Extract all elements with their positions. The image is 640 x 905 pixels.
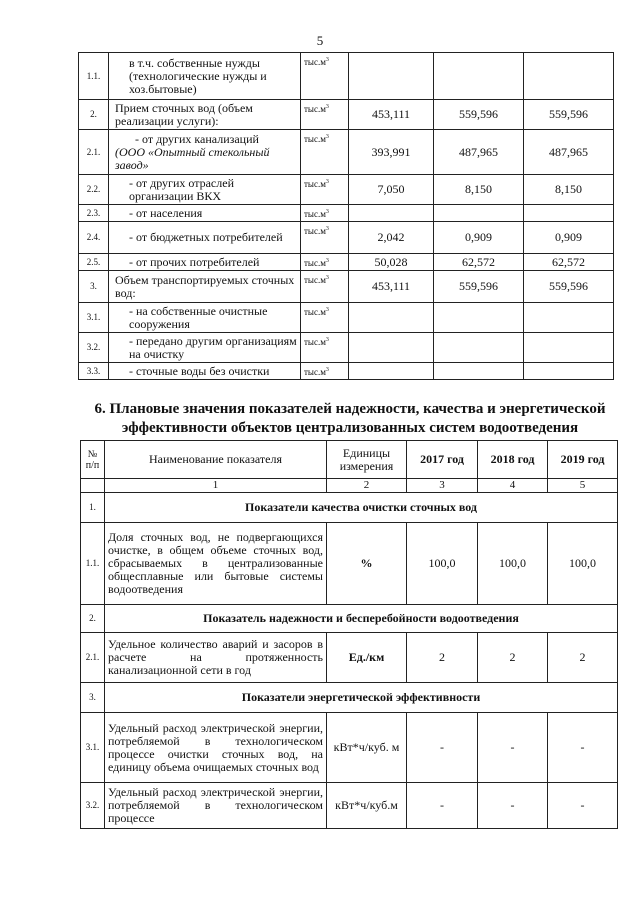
- table-row: [79, 175, 614, 205]
- row-number: 1.1.: [81, 523, 105, 605]
- table-row: [79, 363, 614, 380]
- unit-exponent: 3: [325, 209, 329, 215]
- row-name-extra: (ООО «Опытный стекольный завод»: [115, 144, 270, 172]
- table-row: [79, 205, 614, 222]
- unit-exponent: 3: [325, 104, 329, 110]
- value-2018: 100,0: [478, 523, 548, 605]
- unit-text: тыс.м: [304, 307, 326, 317]
- value-2017: 2,042: [349, 222, 434, 254]
- table-row: [79, 130, 614, 175]
- value-2018: [434, 303, 524, 333]
- table-row: [79, 333, 614, 363]
- unit-exponent: 3: [325, 179, 329, 185]
- section-heading: Показатель надежности и бесперебойности водоотведения: [105, 605, 618, 633]
- row-number: 3.2.: [79, 333, 109, 363]
- unit-exponent: 3: [325, 307, 329, 313]
- row-number: 2.4.: [79, 222, 109, 254]
- table-row: [79, 271, 614, 303]
- table-row: [79, 254, 614, 271]
- unit-text: тыс.м: [304, 226, 326, 236]
- unit-exponent: 3: [325, 275, 329, 281]
- row-number: 2.3.: [79, 205, 109, 222]
- unit-exponent: 3: [325, 258, 329, 264]
- row-name: Удельный расход электрической энергии, потребляемой в технологическом процессе: [105, 783, 327, 829]
- header-2017: 2017 год: [407, 441, 478, 479]
- row-name: Доля сточных вод, не подвергающихся очистке, в общем объеме сточных вод, сбрасываемых в централизованные общесплавные или бытовые системы водоотведения: [105, 523, 327, 605]
- row-number: 3.3.: [79, 363, 109, 380]
- value-2018: [434, 333, 524, 363]
- value-2018: -: [478, 783, 548, 829]
- row-name: - сточные воды без очистки: [109, 363, 301, 380]
- header-2018: 2018 год: [478, 441, 548, 479]
- index-cell: 5: [548, 479, 618, 493]
- row-name: [109, 130, 301, 175]
- row-unit: кВт*ч/куб. м: [327, 713, 407, 783]
- row-number: 3.1.: [79, 303, 109, 333]
- row-name: Объем транспортируемых сточных вод:: [109, 271, 301, 303]
- row-unit: [301, 222, 349, 254]
- row-name: - передано другим организациям на очистку: [109, 333, 301, 363]
- row-unit: [301, 363, 349, 380]
- value-2018: 0,909: [434, 222, 524, 254]
- row-name: - на собственные очистные сооружения: [109, 303, 301, 333]
- header-2019: 2019 год: [548, 441, 618, 479]
- header-name: Наименование показателя: [105, 441, 327, 479]
- table-row: [79, 100, 614, 130]
- row-unit: [301, 130, 349, 175]
- row-number: 2.5.: [79, 254, 109, 271]
- value-2017: 453,111: [349, 100, 434, 130]
- section-heading: Показатели энергетической эффективности: [105, 683, 618, 713]
- row-number: 2.: [79, 100, 109, 130]
- table-row: [79, 53, 614, 100]
- header-row: [81, 441, 618, 479]
- value-2017: 2: [407, 633, 478, 683]
- index-row: [81, 479, 618, 493]
- row-name: в т.ч. собственные нужды (технологические нужды и хоз.бытовые): [109, 53, 301, 100]
- section-row: [81, 605, 618, 633]
- row-name: - от населения: [109, 205, 301, 222]
- value-2019: 559,596: [524, 100, 614, 130]
- value-2019: 2: [548, 633, 618, 683]
- table-row: [79, 222, 614, 254]
- section-title-line-1: 6. Плановые значения показателей надежности, качества и энергетической: [94, 401, 606, 417]
- row-name: - от прочих потребителей: [109, 254, 301, 271]
- row-number: 3.1.: [81, 713, 105, 783]
- row-unit: [301, 333, 349, 363]
- value-2017: -: [407, 713, 478, 783]
- unit-text: тыс.м: [304, 134, 326, 144]
- table-row: [81, 523, 618, 605]
- row-unit: [301, 53, 349, 100]
- value-2017: -: [407, 783, 478, 829]
- unit-text: тыс.м: [304, 275, 326, 285]
- row-number: 2.2.: [79, 175, 109, 205]
- row-name: Удельный расход электрической энергии, потребляемой в технологическом процессе очистки сточных вод, на единицу объема очищаемых сточных вод: [105, 713, 327, 783]
- row-unit: %: [327, 523, 407, 605]
- page-number: 5: [316, 33, 324, 48]
- row-name: - от других отраслей организации ВКХ: [109, 175, 301, 205]
- value-2019: 100,0: [548, 523, 618, 605]
- value-2018: 8,150: [434, 175, 524, 205]
- value-2019: 559,596: [524, 271, 614, 303]
- row-number: 2.1.: [81, 633, 105, 683]
- row-unit: [301, 205, 349, 222]
- value-2018: [434, 53, 524, 100]
- unit-text: тыс.м: [304, 104, 326, 114]
- section-number: 2.: [81, 605, 105, 633]
- value-2019: -: [548, 783, 618, 829]
- row-number: 3.: [79, 271, 109, 303]
- row-unit: [301, 254, 349, 271]
- table-row: [79, 303, 614, 333]
- value-2017: [349, 333, 434, 363]
- section-row: [81, 683, 618, 713]
- row-unit: [301, 100, 349, 130]
- unit-exponent: 3: [325, 226, 329, 232]
- unit-text: тыс.м: [304, 209, 326, 219]
- indicators-table: [80, 440, 618, 829]
- section-title-line-2: эффективности объектов централизованных систем водоотведения: [121, 420, 579, 436]
- value-2019: 62,572: [524, 254, 614, 271]
- unit-exponent: 3: [325, 337, 329, 343]
- value-2018: [434, 363, 524, 380]
- header-unit: Единицы измерения: [327, 441, 407, 479]
- value-2018: 559,596: [434, 100, 524, 130]
- row-number: 3.2.: [81, 783, 105, 829]
- unit-text: тыс.м: [304, 367, 326, 377]
- value-2017: [349, 363, 434, 380]
- unit-text: тыс.м: [304, 337, 326, 347]
- row-unit: [301, 271, 349, 303]
- header-num: № п/п: [81, 441, 105, 479]
- value-2018: -: [478, 713, 548, 783]
- row-number: 2.1.: [79, 130, 109, 175]
- row-name: Удельное количество аварий и засоров в расчете на протяженность канализационной сети в год: [105, 633, 327, 683]
- value-2019: 0,909: [524, 222, 614, 254]
- value-2017: [349, 53, 434, 100]
- row-number: 1.1.: [79, 53, 109, 100]
- row-name: - от бюджетных потребителей: [109, 222, 301, 254]
- value-2019: 8,150: [524, 175, 614, 205]
- table-row: [81, 783, 618, 829]
- unit-text: тыс.м: [304, 179, 326, 189]
- value-2019: -: [548, 713, 618, 783]
- unit-exponent: 3: [325, 134, 329, 140]
- row-unit: [301, 175, 349, 205]
- value-2017: [349, 205, 434, 222]
- value-2019: [524, 53, 614, 100]
- table-row: [81, 633, 618, 683]
- unit-text: тыс.м: [304, 258, 326, 268]
- value-2017: 453,111: [349, 271, 434, 303]
- value-2017: 393,991: [349, 130, 434, 175]
- table-row: [81, 713, 618, 783]
- index-cell: 3: [407, 479, 478, 493]
- value-2018: 487,965: [434, 130, 524, 175]
- section-number: 3.: [81, 683, 105, 713]
- value-2018: 559,596: [434, 271, 524, 303]
- section-number: 1.: [81, 493, 105, 523]
- index-cell-empty: [81, 479, 105, 493]
- unit-exponent: 3: [325, 367, 329, 373]
- unit-exponent: 3: [325, 57, 329, 63]
- value-2019: 487,965: [524, 130, 614, 175]
- unit-text: тыс.м: [304, 57, 326, 67]
- index-cell: 2: [327, 479, 407, 493]
- value-2019: [524, 363, 614, 380]
- row-unit: кВт*ч/куб.м: [327, 783, 407, 829]
- value-2019: [524, 205, 614, 222]
- value-2019: [524, 303, 614, 333]
- value-2018: 62,572: [434, 254, 524, 271]
- value-2017: 100,0: [407, 523, 478, 605]
- row-name-main: - от других канализаций: [135, 131, 259, 146]
- value-2018: [434, 205, 524, 222]
- row-unit: [301, 303, 349, 333]
- section-heading: Показатели качества очистки сточных вод: [105, 493, 618, 523]
- wastewater-volume-table: [78, 52, 614, 380]
- index-cell: 4: [478, 479, 548, 493]
- value-2017: 7,050: [349, 175, 434, 205]
- section-row: [81, 493, 618, 523]
- value-2017: 50,028: [349, 254, 434, 271]
- value-2018: 2: [478, 633, 548, 683]
- value-2019: [524, 333, 614, 363]
- row-unit: Ед./км: [327, 633, 407, 683]
- value-2017: [349, 303, 434, 333]
- row-name: Прием сточных вод (объем реализации услуги):: [109, 100, 301, 130]
- index-cell: 1: [105, 479, 327, 493]
